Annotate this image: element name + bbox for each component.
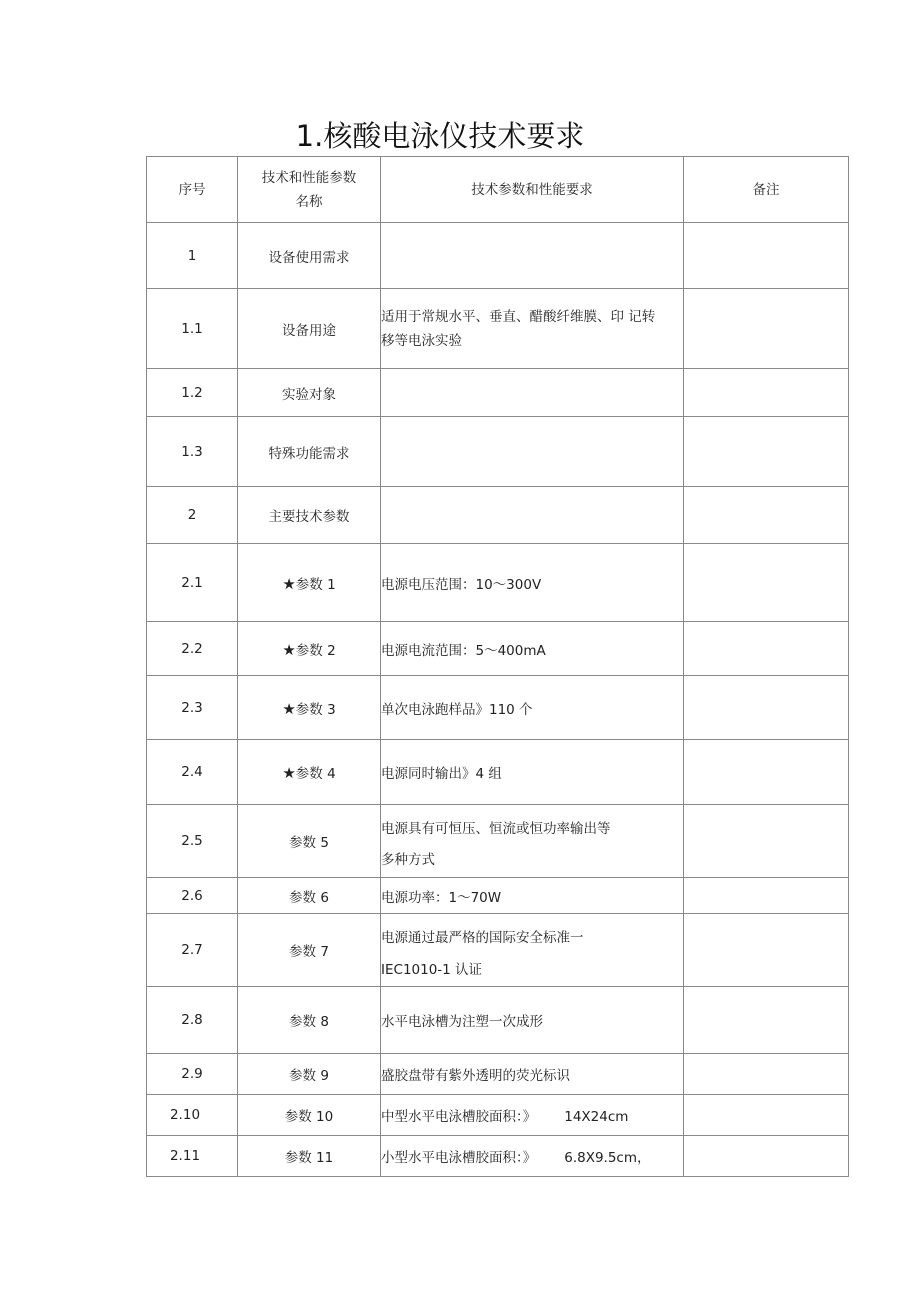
row-requirement [381,1095,684,1136]
table-row [147,622,849,676]
row-seq: 2.9 [147,1054,238,1095]
table-row [147,369,849,417]
row-name-text: 参数 2 [295,642,336,659]
row-remark [684,1136,849,1177]
header-name-line2: 名称 [295,193,323,210]
row-seq: 1.1 [147,289,238,369]
row-name: 参数 10 [238,1095,381,1136]
table-row [147,987,849,1054]
row-name: 特殊功能需求 [238,417,381,487]
row-remark [684,487,849,544]
row-seq: 2.2 [147,622,238,676]
row-name-text: 参数 3 [295,701,336,718]
row-requirement: 水平电泳槽为注塑一次成形 [381,987,684,1054]
row-seq: 2.1 [147,544,238,622]
table-row [147,223,849,289]
table-row [147,417,849,487]
header-remark: 备注 [684,157,849,223]
row-remark [684,878,849,914]
row-seq: 2.5 [147,805,238,878]
row-requirement [381,914,684,987]
table-header-row [147,157,849,223]
row-name [238,740,381,805]
row-remark [684,622,849,676]
row-remark [684,987,849,1054]
row-seq: 2 [147,487,238,544]
row-name: 参数 7 [238,914,381,987]
row-seq: 1 [147,223,238,289]
row-remark [684,369,849,417]
row-name [238,676,381,740]
requirement-line2: 移等电泳实验 [381,332,462,349]
star-icon: ★ [282,764,296,782]
row-remark [684,544,849,622]
header-name [238,157,381,223]
requirement-line1: 电源通过最严格的国际安全标准一 [381,929,584,946]
row-name: 设备用途 [238,289,381,369]
table-row [147,676,849,740]
requirement-line2: 多种方式 [381,852,435,868]
row-seq [147,1095,238,1136]
row-remark [684,417,849,487]
row-seq: 1.3 [147,417,238,487]
requirement-line1: 适用于常规水平、垂直、醋酸纤维膜、印 记转 [381,308,656,325]
table-row [147,805,849,878]
row-remark [684,1095,849,1136]
row-requirement [381,417,684,487]
requirement-label: 小型水平电泳槽胶面积：》 [381,1150,537,1166]
row-name: 参数 5 [238,805,381,878]
row-requirement [381,369,684,417]
row-seq-text: 2.11 [169,1148,201,1164]
table-row [147,544,849,622]
row-requirement: 电源电压范围：10～300V [381,544,684,622]
requirement-line2: IEC1010-1 认证 [381,961,483,978]
row-seq: 1.2 [147,369,238,417]
row-seq: 2.4 [147,740,238,805]
table-row [147,914,849,987]
row-requirement: 盛胶盘带有紫外透明的荧光标识 [381,1054,684,1095]
row-name: 参数 8 [238,987,381,1054]
header-requirement: 技术参数和性能要求 [381,157,684,223]
row-seq: 2.6 [147,878,238,914]
row-requirement [381,223,684,289]
row-requirement: 电源同时输出》4 组 [381,740,684,805]
requirement-value: 14X24cm [564,1109,629,1125]
row-remark [684,1054,849,1095]
row-name [238,622,381,676]
requirement-label: 中型水平电泳槽胶面积：》 [381,1109,537,1125]
requirement-line1: 电源具有可恒压、恒流或恒功率输出等 [381,821,611,837]
row-name-text: 参数 1 [295,576,336,593]
row-name: 参数 6 [238,878,381,914]
row-seq [147,1136,238,1177]
row-remark [684,223,849,289]
row-seq: 2.3 [147,676,238,740]
document-title: 1.核酸电泳仪技术要求 [295,119,585,153]
row-name: 参数 9 [238,1054,381,1095]
table-row [147,740,849,805]
row-seq: 2.7 [147,914,238,987]
row-name: 主要技术参数 [238,487,381,544]
row-remark [684,914,849,987]
row-name [238,544,381,622]
row-remark [684,676,849,740]
spec-table [146,156,849,1177]
table-row [147,487,849,544]
table-row [147,1095,849,1136]
table-row [147,1136,849,1177]
requirement-value: 6.8X9.5cm， [564,1150,651,1166]
row-name-text: 参数 4 [295,766,336,782]
header-seq: 序号 [147,157,238,223]
row-requirement: 单次电泳跑样品》110 个 [381,676,684,740]
row-seq: 2.8 [147,987,238,1054]
row-requirement [381,487,684,544]
table-row [147,878,849,914]
row-name: 实验对象 [238,369,381,417]
star-icon: ★ [282,640,296,659]
row-requirement [381,805,684,878]
star-icon: ★ [282,574,296,593]
row-remark [684,289,849,369]
star-icon: ★ [282,699,296,718]
row-requirement: 电源电流范围：5～400mA [381,622,684,676]
table-row [147,1054,849,1095]
row-requirement [381,1136,684,1177]
row-remark [684,805,849,878]
row-requirement: 电源功率：1～70W [381,878,684,914]
row-seq-text: 2.10 [169,1107,201,1123]
row-name: 参数 11 [238,1136,381,1177]
row-remark [684,740,849,805]
table-row [147,289,849,369]
row-requirement [381,289,684,369]
header-name-line1: 技术和性能参数 [261,169,357,186]
row-name: 设备使用需求 [238,223,381,289]
